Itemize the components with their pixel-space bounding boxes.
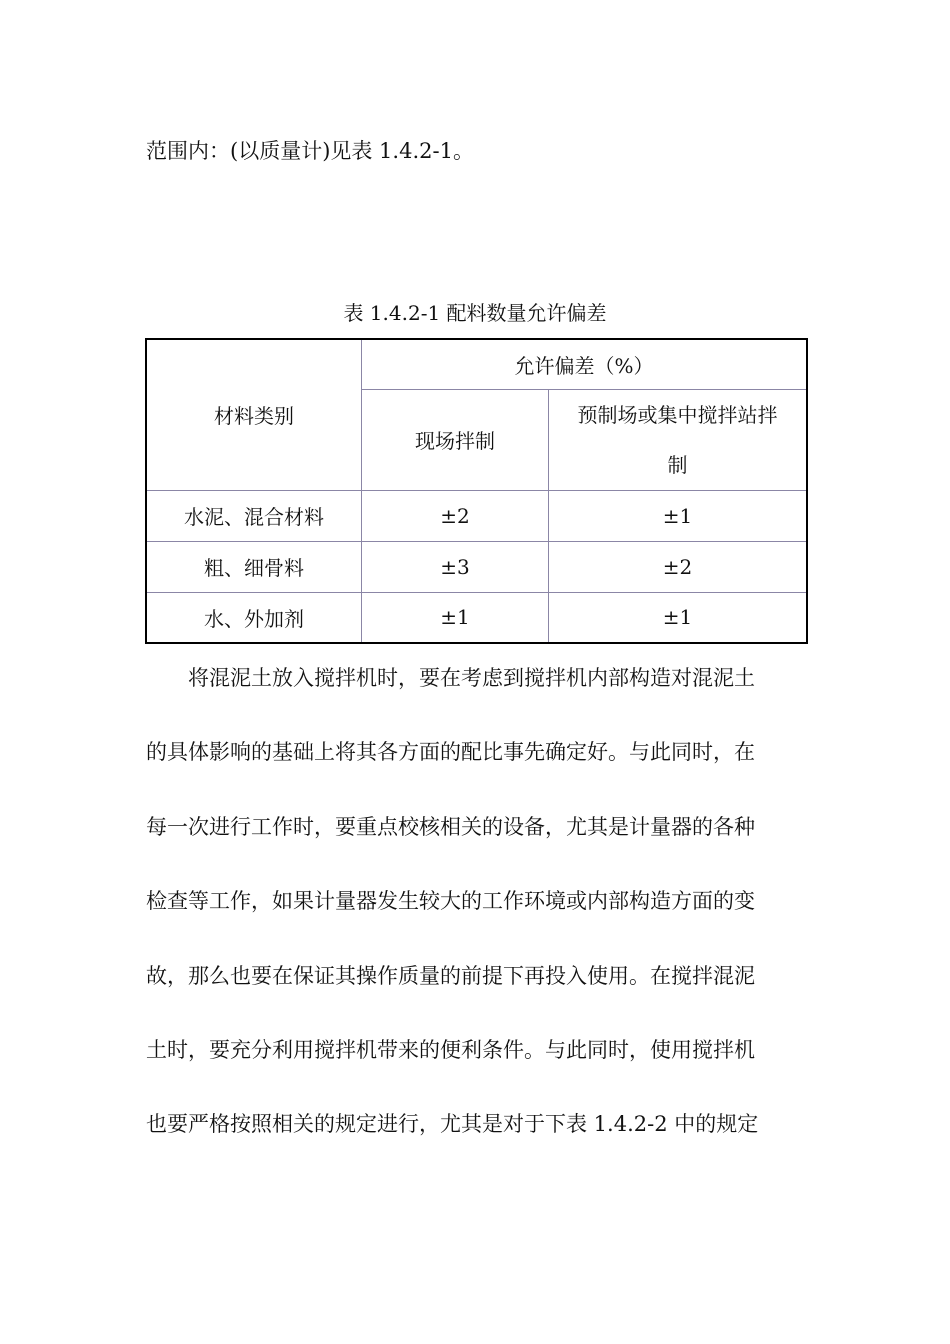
paragraph-line: 检查等工作，如果计量器发生较大的工作环境或内部构造方面的变	[146, 889, 755, 913]
header-precast-cell	[549, 389, 808, 490]
table-caption: 表 1.4.2-1 配料数量允许偏差	[343, 301, 607, 325]
site-value-cell: ±2	[362, 490, 549, 541]
precast-value-cell: ±1	[549, 592, 808, 643]
paragraph-line: 土时，要充分利用搅拌机带来的便利条件。与此同时，使用搅拌机	[146, 1038, 755, 1062]
material-cell: 水、外加剂	[146, 592, 362, 643]
paragraph-line: 每一次进行工作时，要重点校核相关的设备，尤其是计量器的各种	[146, 815, 755, 839]
header-material-cell: 材料类别	[146, 339, 362, 490]
table-row	[146, 541, 807, 592]
paragraph-line: 将混泥土放入搅拌机时，要在考虑到搅拌机内部构造对混泥土	[188, 666, 755, 690]
precast-value-cell: ±1	[549, 490, 808, 541]
table-row	[146, 490, 807, 541]
material-cell: 粗、细骨料	[146, 541, 362, 592]
header-group-cell: 允许偏差（%）	[362, 339, 808, 389]
table-row	[146, 592, 807, 643]
intro-text-line: 范围内：(以质量计)见表 1.4.2-1。	[146, 139, 474, 163]
header-precast-line1: 预制场或集中搅拌站拌	[577, 402, 778, 427]
header-precast-line2: 制	[667, 452, 688, 477]
header-site-cell: 现场拌制	[362, 389, 549, 490]
paragraph-line: 的具体影响的基础上将其各方面的配比事先确定好。与此同时，在	[146, 740, 755, 764]
site-value-cell: ±1	[362, 592, 549, 643]
material-cell: 水泥、混合材料	[146, 490, 362, 541]
paragraph-line: 故，那么也要在保证其操作质量的前提下再投入使用。在搅拌混泥	[146, 964, 755, 988]
paragraph-line: 也要严格按照相关的规定进行，尤其是对于下表 1.4.2-2 中的规定	[146, 1112, 759, 1136]
site-value-cell: ±3	[362, 541, 549, 592]
tolerance-table	[145, 338, 808, 644]
table-header-row	[146, 339, 807, 389]
precast-value-cell: ±2	[549, 541, 808, 592]
